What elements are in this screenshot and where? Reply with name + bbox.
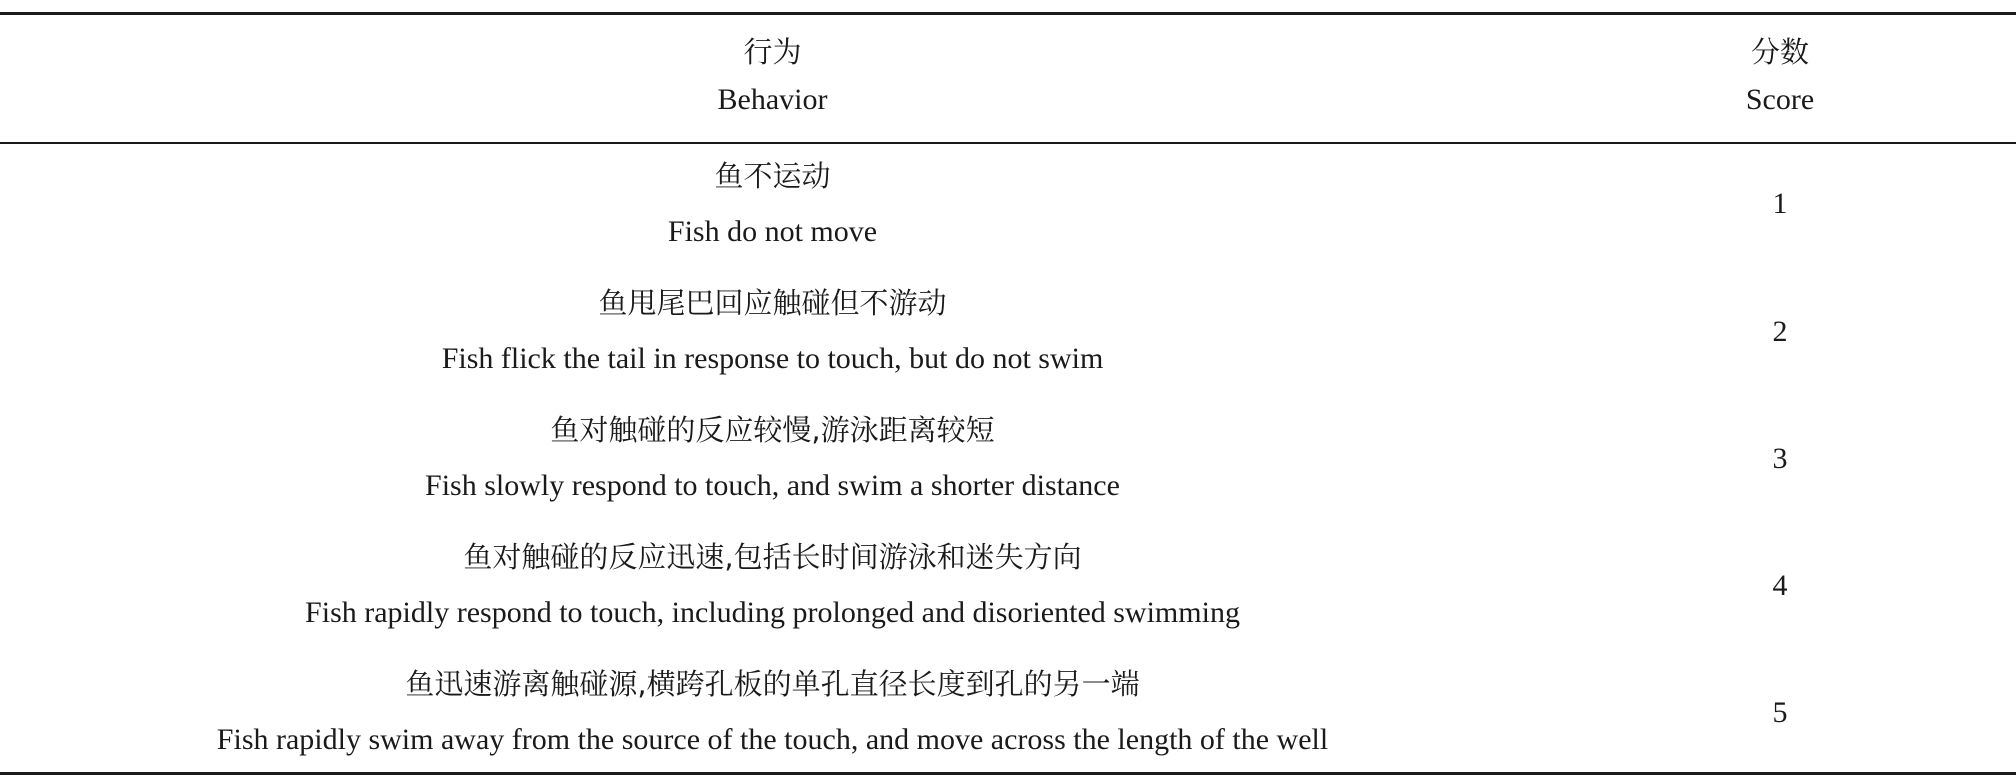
row-3-behavior-en: Fish slowly respond to touch, and swim a shorter distance bbox=[425, 469, 1120, 502]
row-5-score: 5 bbox=[1772, 696, 1788, 729]
table-header-rule bbox=[0, 142, 2016, 144]
header-behavior-zh: 行为 bbox=[743, 35, 802, 69]
row-5-behavior-zh: 鱼迅速游离触碰源,横跨孔板的单孔直径长度到孔的另一端 bbox=[405, 667, 1140, 701]
behavior-score-table bbox=[0, 12, 2016, 775]
header-behavior-en: Behavior bbox=[717, 83, 828, 116]
row-1-behavior-en: Fish do not move bbox=[667, 215, 878, 248]
row-4-behavior-zh: 鱼对触碰的反应迅速,包括长时间游泳和迷失方向 bbox=[463, 540, 1082, 574]
table-top-rule bbox=[0, 12, 2016, 15]
row-1-behavior-zh: 鱼不运动 bbox=[714, 159, 831, 193]
row-2-score: 2 bbox=[1772, 315, 1788, 348]
table-bottom-rule bbox=[0, 772, 2016, 775]
row-2-behavior-en: Fish flick the tail in response to touch, but do not swim bbox=[441, 342, 1104, 375]
row-2-behavior-zh: 鱼甩尾巴回应触碰但不游动 bbox=[598, 286, 947, 320]
row-3-score: 3 bbox=[1772, 442, 1788, 475]
row-4-behavior-en: Fish rapidly respond to touch, including prolonged and disoriented swimming bbox=[305, 596, 1240, 629]
row-3-behavior-zh: 鱼对触碰的反应较慢,游泳距离较短 bbox=[550, 413, 995, 447]
row-5-behavior-en: Fish rapidly swim away from the source of the touch, and move across the length of the well bbox=[216, 723, 1329, 756]
header-score-zh: 分数 bbox=[1750, 35, 1809, 69]
header-score-en: Score bbox=[1745, 83, 1815, 116]
row-1-score: 1 bbox=[1772, 187, 1788, 220]
row-4-score: 4 bbox=[1772, 569, 1788, 602]
